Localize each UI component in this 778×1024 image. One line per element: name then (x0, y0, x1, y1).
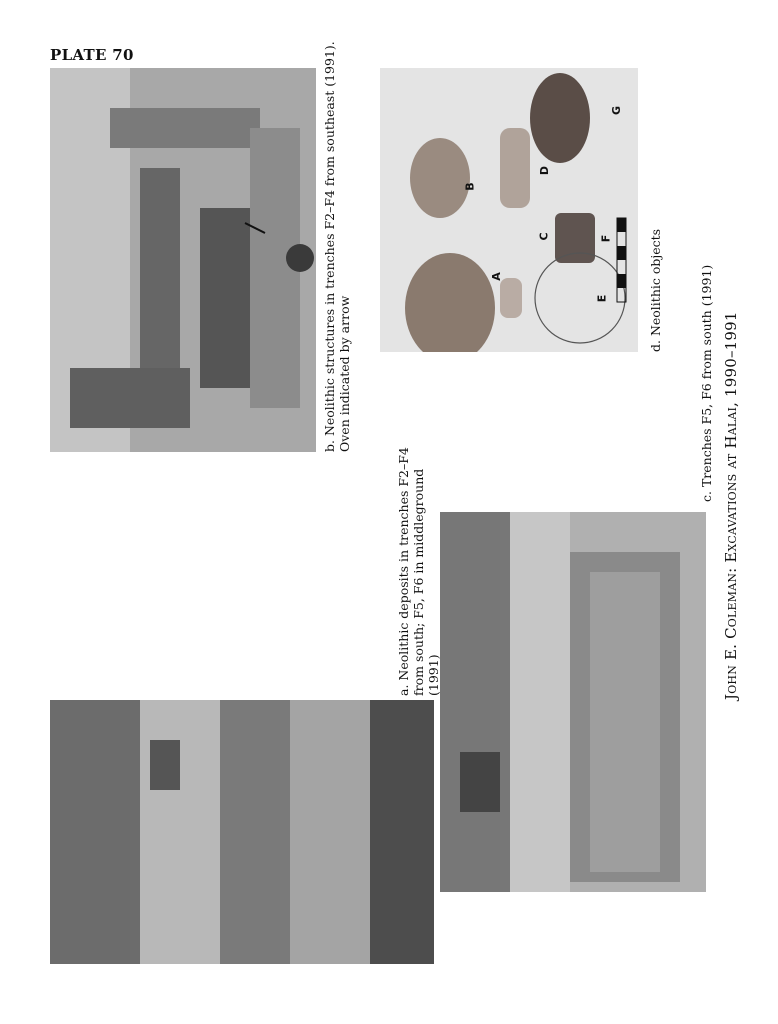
running-footer (722, 311, 740, 700)
object-label-a: A (489, 272, 503, 281)
object-label-b: B (463, 182, 477, 191)
photo-b-neolithic-structures (50, 68, 316, 452)
photo-b-image (50, 68, 316, 452)
photo-c-image (440, 512, 706, 892)
footer-author: John E. Coleman (722, 572, 740, 700)
object-label-g: G (610, 105, 624, 116)
object-label-d: D (538, 165, 552, 176)
caption-c-line-1: c. Trenches F5, F6 from south (1991) (699, 264, 714, 502)
caption-b-line-2: Oven indicated by arrow (337, 295, 352, 452)
photo-d-neolithic-objects (380, 68, 638, 352)
object-label-f: F (599, 234, 613, 243)
photo-a-image (50, 700, 434, 964)
caption-d-line-1: d. Neolithic objects (648, 228, 663, 352)
photo-d-image (380, 68, 638, 352)
caption-a (396, 447, 441, 696)
caption-a-line-3: (1991) (426, 654, 441, 696)
plate-title: PLATE 70 (50, 46, 134, 64)
caption-a-line-1: a. Neolithic deposits in trenches F2–F4 (396, 447, 411, 696)
caption-d (648, 229, 663, 352)
caption-c (699, 265, 714, 502)
caption-b (322, 41, 352, 452)
photo-a-neolithic-deposits (50, 700, 434, 964)
caption-b-line-1: b. Neolithic structures in trenches F2–F4 from southeast (1991). (322, 41, 337, 452)
caption-a-line-2: from south; F5, F6 in middleground (411, 468, 426, 696)
footer-separator: : (722, 562, 740, 573)
footer-title: Excavations at Halai, 1990–1991 (722, 311, 740, 563)
object-label-e: E (595, 294, 609, 303)
object-label-c: C (537, 232, 551, 241)
photo-c-trenches-f5-f6 (440, 512, 706, 892)
